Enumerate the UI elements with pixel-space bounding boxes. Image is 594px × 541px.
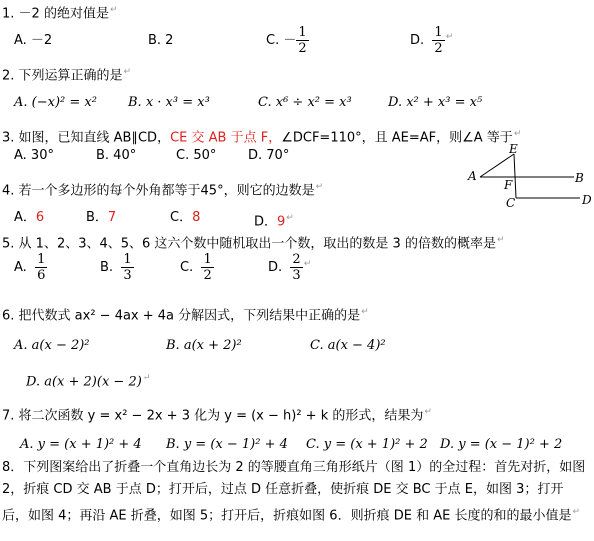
segment-ae — [480, 154, 514, 177]
paragraph-mark-icon: ↵ — [109, 5, 118, 15]
q3-stem: 3. 如图，已知直线 AB∥CD，CE 交 AB 于点 F，∠DCF=110°，且 AE=AF，则∠A 等于↵ — [2, 129, 522, 146]
q1-option-b: B. 2 — [148, 33, 174, 48]
q2-option-b: B. x · x³ = x³ — [128, 95, 210, 110]
q8-paragraph: 8．下列图案给出了折叠一个直角边长为 2 的等腰直角三角形纸片（图 1）的全过程：首先对折，如图 2，折痕 CD 交 AB 于点 D；打开后，过点 D 任意折叠，使折痕 DE 交 BC 于点 E，如图 3；打开后，如图 4；再沿 AE 折叠，如图 5；打开后，折痕如图 6．则折痕 DE 和 AE 长度的和的最小值是↵ — [2, 460, 586, 524]
point-label-a: A — [468, 169, 477, 183]
q3-option-c: C. 50° — [176, 148, 217, 163]
q5-option-b: B. $\frac{1}{3}$ — [100, 252, 132, 283]
q7-option-d: D. y = (x − 1)² + 2 — [440, 437, 563, 452]
point-label-e: E — [509, 142, 518, 156]
q6-option-b: B. a(x + 2)² — [166, 338, 242, 353]
q1-option-a: A. －2 — [14, 33, 53, 48]
q4-option-d: D．9↵ — [254, 213, 294, 230]
q4-option-b: B．7 — [86, 210, 117, 225]
q1-option-c: C. － $\frac{1}{2}$ — [266, 25, 307, 56]
q3-option-d: D. 70° — [248, 148, 290, 163]
q2-stem: 2. 下列运算正确的是↵ — [2, 67, 132, 84]
q6-option-c: C. a(x − 4)² — [310, 338, 386, 353]
q7-stem: 7. 将二次函数 y = x² − 2x + 3 化为 y = (x − h)² + k 的形式，结果为↵ — [2, 407, 432, 424]
q5-option-d: D. $\frac{2}{3}$ ↵ — [268, 252, 312, 283]
fraction: $\frac{1}{2}$ — [298, 25, 307, 56]
q6-option-d: D. a(x + 2)(x − 2)↵ — [26, 373, 151, 390]
q4-option-a: A．6 — [14, 210, 45, 225]
q3-option-b: B. 40° — [96, 148, 137, 163]
q5-option-c: C. $\frac{1}{2}$ — [180, 252, 212, 283]
q2-option-d: D. x² + x³ = x⁵ — [388, 95, 483, 110]
geometry-figure — [462, 142, 592, 210]
line-ce — [514, 154, 516, 198]
point-label-b: B — [575, 171, 584, 185]
q2-option-a: A. (−x)² = x² — [14, 95, 97, 110]
q7-option-a: A. y = (x + 1)² + 4 — [20, 437, 142, 452]
q1-option-d: D. $\frac{1}{2}$ ↵ — [410, 25, 454, 56]
q1-stem: 1. －2 的绝对值是↵ — [2, 5, 118, 22]
q3-option-a: A. 30° — [14, 148, 54, 163]
q6-stem: 6. 把代数式 ax² − 4ax + 4a 分解因式，下列结果中正确的是↵ — [2, 307, 369, 324]
q6-option-a: A. a(x − 2)² — [14, 338, 90, 353]
q4-stem: 4. 若一个多边形的每个外角都等于45°，则它的边数是↵ — [2, 182, 324, 199]
q4-option-c: C．8 — [170, 210, 201, 225]
point-label-c: C — [506, 196, 516, 210]
q5-option-a: A. $\frac{1}{6}$ — [14, 252, 46, 283]
point-label-d: D — [582, 193, 592, 207]
fraction: $\frac{1}{2}$ — [434, 25, 443, 56]
q7-option-b: B. y = (x − 1)² + 4 — [166, 437, 288, 452]
point-label-f: F — [504, 178, 513, 192]
q5-stem: 5. 从 1、2、3、4、5、6 这六个数中随机取出一个数，取出的数是 3 的倍数的概率是↵ — [2, 235, 505, 252]
q2-option-c: C. x⁶ ÷ x² = x³ — [258, 95, 352, 110]
q7-option-c: C. y = (x + 1)² + 2 — [306, 437, 428, 452]
